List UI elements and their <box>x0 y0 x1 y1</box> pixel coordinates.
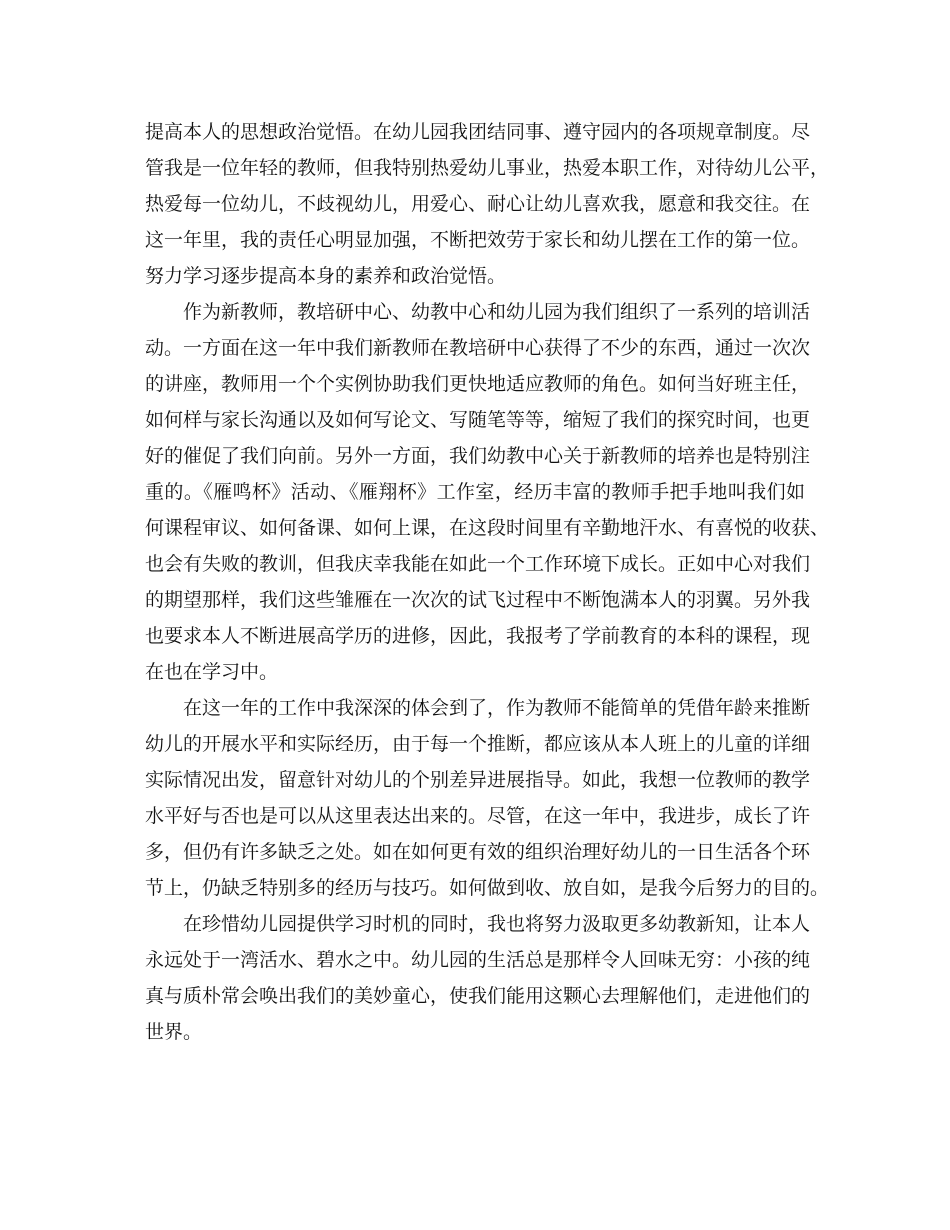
document-body <box>145 114 830 1050</box>
text-line: 在也在学习中。 <box>145 661 279 683</box>
text-line: 也要求本人不断进展高学历的进修，因此，我报考了学前教育的本科的课程，现 <box>145 625 811 647</box>
text-line: 多，但仍有许多缺乏之处。如在如何更有效的组织治理好幼儿的一日生活各个环 <box>145 841 811 863</box>
text-line: 好的催促了我们向前。另外一方面，我们幼教中心关于新教师的培养也是特别注 <box>145 445 811 467</box>
text-line: 热爱每一位幼儿，不歧视幼儿，用爱心、耐心让幼儿喜欢我，愿意和我交往。在 <box>145 193 811 215</box>
text-line: 作为新教师，教培研中心、幼教中心和幼儿园为我们组织了一系列的培训活 <box>183 301 811 323</box>
text-line: 的讲座，教师用一个个实例协助我们更快地适应教师的角色。如何当好班主任， <box>145 373 811 395</box>
text-line: 提高本人的思想政治觉悟。在幼儿园我团结同事、遵守园内的各项规章制度。尽 <box>145 121 811 143</box>
text-line: 在珍惜幼儿园提供学习时机的同时，我也将努力汲取更多幼教新知，让本人 <box>183 913 811 935</box>
text-line: 何课程审议、如何备课、如何上课，在这段时间里有辛勤地汗水、有喜悦的收获、 <box>145 517 830 539</box>
text-line: 重的。《雁鸣杯》活动、《雁翔杯》工作室，经历丰富的教师手把手地叫我们如 <box>145 481 805 503</box>
text-line: 也会有失败的教训，但我庆幸我能在如此一个工作环境下成长。正如中心对我们 <box>145 553 811 575</box>
text-line: 动。一方面在这一年中我们新教师在教培研中心获得了不少的东西，通过一次次 <box>145 337 811 359</box>
text-line: 在这一年的工作中我深深的体会到了，作为教师不能简单的凭借年龄来推断 <box>183 697 811 719</box>
text-line: 的期望那样，我们这些雏雁在一次次的试飞过程中不断饱满本人的羽翼。另外我 <box>145 589 811 611</box>
text-line: 努力学习逐步提高本身的素养和政治觉悟。 <box>145 265 507 287</box>
text-line: 管我是一位年轻的教师，但我特别热爱幼儿事业，热爱本职工作，对待幼儿公平， <box>145 157 830 179</box>
text-line: 实际情况出发，留意针对幼儿的个别差异进展指导。如此，我想一位教师的教学 <box>145 769 811 791</box>
paragraph <box>145 906 811 1050</box>
text-line: 节上，仍缺乏特别多的经历与技巧。如何做到收、放自如，是我今后努力的目的。 <box>145 877 830 899</box>
text-line: 世界。 <box>145 1021 203 1043</box>
text-line: 如何样与家长沟通以及如何写论文、写随笔等等，缩短了我们的探究时间，也更 <box>145 409 811 431</box>
text-line: 永远处于一湾活水、碧水之中。幼儿园的生活总是那样令人回味无穷：小孩的纯 <box>145 949 811 971</box>
text-line: 水平好与否也是可以从这里表达出来的。尽管，在这一年中，我进步，成长了许 <box>145 805 811 827</box>
paragraph <box>145 690 830 906</box>
text-line: 幼儿的开展水平和实际经历，由于每一个推断，都应该从本人班上的儿童的详细 <box>145 733 811 755</box>
text-line: 真与质朴常会唤出我们的美妙童心，使我们能用这颗心去理解他们，走进他们的 <box>145 985 811 1007</box>
paragraph <box>145 294 830 690</box>
paragraph <box>145 114 830 294</box>
text-line: 这一年里，我的责任心明显加强，不断把效劳于家长和幼儿摆在工作的第一位。 <box>145 229 811 251</box>
